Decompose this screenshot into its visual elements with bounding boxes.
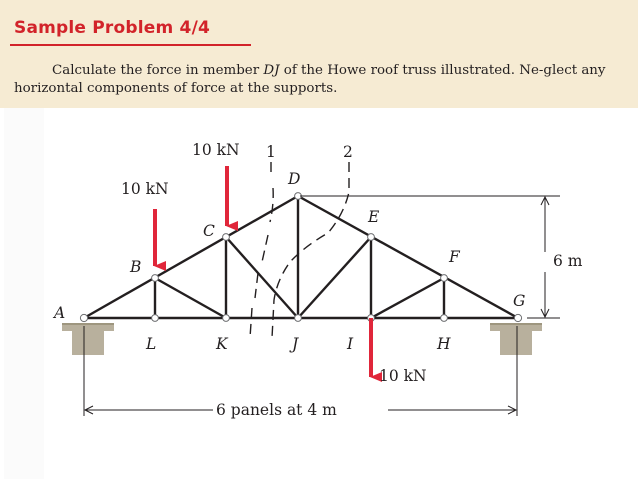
member-JE: [298, 237, 371, 318]
section-label-2: 2: [343, 143, 353, 161]
section-cut-2: [272, 162, 349, 338]
member-name: DJ: [263, 63, 280, 78]
joint-label-B: B: [130, 258, 142, 276]
load-label-B: 10 kN: [121, 180, 169, 198]
height-label: 6 m: [553, 252, 583, 270]
problem-text-end: of the Howe roof truss illustrated. Ne-glect any horizontal components of force at the supports.: [14, 63, 606, 96]
left-support: [62, 323, 114, 355]
page-title: Sample Problem 4/4: [14, 18, 211, 38]
load-label-C: 10 kN: [192, 141, 240, 159]
joint-label-E: E: [368, 208, 380, 226]
member-IF: [371, 278, 444, 318]
joint-label-C: C: [203, 222, 215, 240]
joint-label-I: I: [347, 335, 354, 353]
joint-label-F: F: [449, 248, 460, 266]
joint-label-D: D: [288, 170, 301, 188]
figure-labels: [52, 141, 583, 419]
member-CJ: [226, 237, 298, 318]
right-support: [490, 323, 542, 355]
joint-label-G: G: [513, 292, 526, 310]
joint-label-K: K: [216, 335, 228, 353]
joint-label-L: L: [146, 335, 157, 353]
top-chord-left: [84, 196, 298, 318]
span-label: 6 panels at 4 m: [216, 401, 337, 419]
load-label-I: 10 kN: [379, 367, 427, 385]
joint-label-H: H: [437, 335, 451, 353]
section-label-1: 1: [266, 143, 276, 161]
joint-label-J: J: [292, 335, 299, 353]
problem-text-start: Calculate the force in member: [52, 63, 264, 78]
top-chord-right: [298, 196, 518, 318]
joint-label-A: A: [54, 304, 66, 322]
section-cut-1: [250, 162, 273, 338]
member-BK: [155, 278, 226, 318]
